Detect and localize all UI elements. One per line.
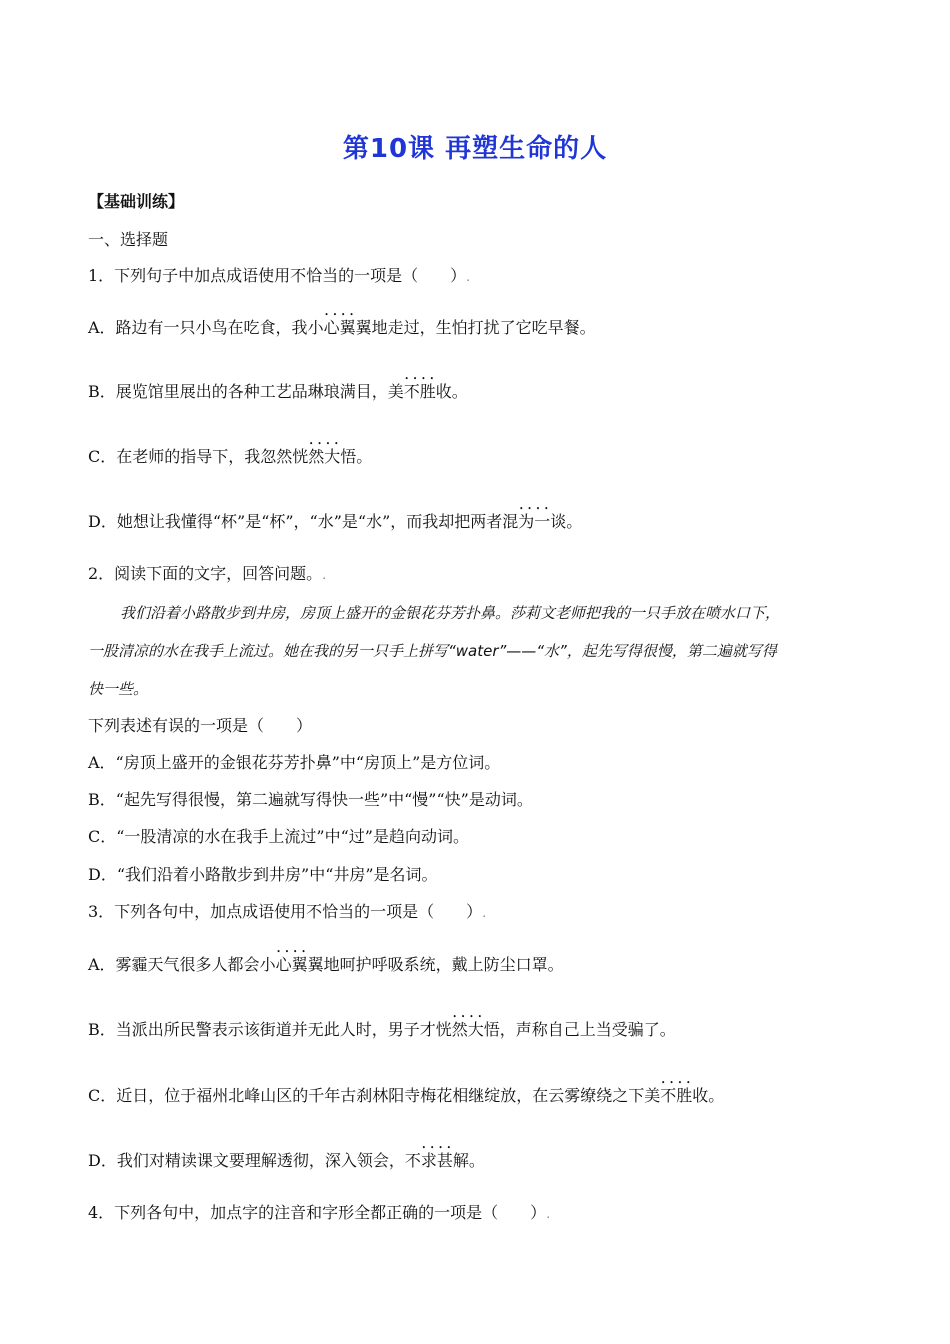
emphasized-idiom: • • • • 小心翼翼	[260, 955, 324, 975]
q2-stem: 2．阅读下面的文字，回答问题。.	[88, 564, 327, 583]
reading-passage	[88, 594, 863, 708]
q2-option-d: D．“我们沿着小路散步到井房”中“井房”是名词。	[88, 865, 438, 884]
q1-stem: 1．下列句子中加点成语使用不恰当的一项是（ ）.	[88, 266, 471, 285]
q2-question: 下列表述有误的一项是（ ）	[88, 716, 313, 735]
q3-stem: 3．下列各句中，加点成语使用不恰当的一项是（ ）.	[88, 902, 487, 921]
emphasized-idiom: • • • • 恍然大悟	[436, 1020, 500, 1040]
page-title: 第10课 再塑生命的人	[342, 134, 608, 164]
emphasized-idiom: • • • • 小心翼翼	[308, 318, 372, 338]
q3-option-c: C．近日，位于福州北峰山区的千年古刹林阳寺梅花相继绽放，在云雾缭绕之下• • • • 美不胜收。	[88, 1086, 724, 1106]
q4-stem: 4．下列各句中，加点字的注音和字形全都正确的一项是（ ）.	[88, 1203, 551, 1222]
emphasized-idiom: • • • • 美不胜收	[388, 382, 452, 402]
q2-option-b: B．“起先写得很慢，第二遍就写得快一些”中“慢”“快”是动词。	[88, 790, 533, 809]
emphasized-idiom: • • • • 恍然大悟	[292, 447, 356, 467]
q1-option-a: A．路边有一只小鸟在吃食，我• • • • 小心翼翼地走过，生怕打扰了它吃早餐。	[88, 318, 596, 338]
emphasized-idiom: • • • • 不求甚解	[405, 1151, 469, 1171]
emphasized-idiom: • • • • 混为一谈	[502, 512, 566, 532]
part-heading: 一、选择题	[88, 230, 169, 249]
q1-option-b: B．展览馆里展出的各种工艺品琳琅满目，• • • • 美不胜收。	[88, 382, 468, 402]
section-heading: 【基础训练】	[88, 192, 185, 211]
passage-line: 我们沿着小路散步到井房，房顶上盛开的金银花芬芳扑鼻。莎莉文老师把我的一只手放在喷水口下，	[120, 604, 781, 622]
q1-option-c: C．在老师的指导下，我忽然• • • • 恍然大悟。	[88, 447, 372, 467]
passage-line: 一股清凉的水在我手上流过。她在我的另一只手上拼写“water”——“水”，起先写得很慢，第二遍就写得	[88, 642, 777, 660]
q2-option-a: A．“房顶上盛开的金银花芬芳扑鼻”中“房顶上”是方位词。	[88, 753, 501, 772]
q3-option-b: B．当派出所民警表示该街道并无此人时，男子才• • • • 恍然大悟，声称自己上当受骗了。	[88, 1020, 676, 1040]
q3-option-a: A．雾霾天气很多人都会• • • • 小心翼翼地呵护呼吸系统，戴上防尘口罩。	[88, 955, 564, 975]
q2-option-c: C．“一股清凉的水在我手上流过”中“过”是趋向动词。	[88, 827, 469, 846]
emphasized-idiom: • • • • 美不胜收	[644, 1086, 708, 1106]
passage-line: 快一些。	[88, 680, 149, 698]
q3-option-d: D．我们对精读课文要理解透彻，深入领会，• • • • 不求甚解。	[88, 1151, 485, 1171]
q1-option-d: D．她想让我懂得“杯”是“杯”，“水”是“水”，而我却把两者• • • • 混为一谈。	[88, 512, 582, 532]
